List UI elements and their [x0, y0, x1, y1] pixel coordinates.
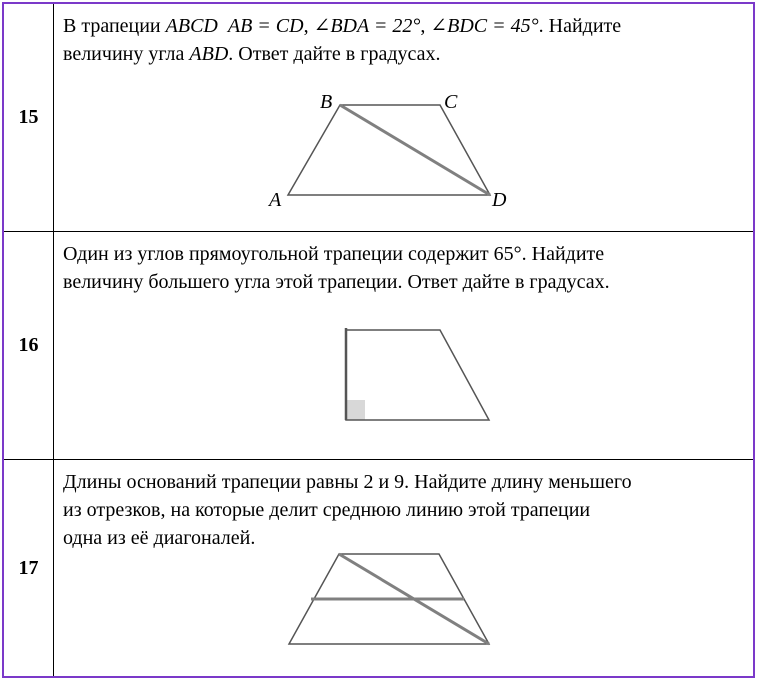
math-angle-bdc: ∠BDC = 45°	[430, 15, 539, 37]
vertex-label-d: D	[492, 189, 507, 211]
math-angle-bda: ∠BDA = 22°	[313, 15, 421, 37]
right-trapezoid	[346, 330, 489, 420]
problem-text	[63, 468, 748, 552]
vertex-label-b: B	[320, 91, 333, 113]
problem-number: 16	[4, 232, 54, 459]
problem-text-line: величину большего угла этой трапеции. Ответ дайте в градусах.	[63, 271, 610, 293]
problem-text-line: Длины оснований трапеции равны 2 и 9. Найдите длину меньшего	[63, 471, 632, 493]
problem-text-line	[63, 40, 748, 68]
problem-text-line: из отрезков, на которые делит среднюю линию этой трапеции	[63, 499, 591, 521]
problem-text	[63, 240, 748, 296]
problem-text-line: Один из углов прямоугольной трапеции содержит 65°. Найдите	[63, 243, 605, 265]
text-segment: величину угла	[63, 43, 190, 65]
problem-text	[63, 12, 748, 68]
math-abd: ABD	[189, 43, 229, 65]
vertex-label-a: A	[269, 189, 282, 211]
problem-number: 17	[4, 460, 54, 676]
trapezoid-figure-17	[284, 550, 494, 650]
text-segment: ,	[420, 15, 431, 37]
right-angle-mark	[346, 400, 365, 420]
math-ab-eq-cd: AB = CD	[227, 15, 304, 37]
text-segment: . Ответ дайте в градусах.	[228, 43, 441, 65]
text-segment: . Найдите	[538, 15, 622, 37]
trapezoid-figure-15	[264, 84, 507, 214]
text-segment: В трапеции	[63, 15, 166, 37]
problem-number: 15	[4, 4, 54, 231]
worksheet-frame	[2, 2, 755, 678]
vertex-label-c: C	[444, 91, 458, 113]
right-trapezoid-figure-16	[334, 322, 504, 432]
problem-row-17	[4, 460, 753, 676]
problem-text-line: одна из её диагоналей.	[63, 527, 256, 549]
diagonal-bd	[340, 105, 490, 195]
problem-content	[54, 232, 753, 459]
problem-text-line	[63, 12, 748, 40]
problem-row-15	[4, 4, 753, 232]
problem-content	[54, 460, 753, 676]
problem-content	[54, 4, 753, 231]
math-abcd: ABCD	[165, 15, 218, 37]
text-segment: ,	[303, 15, 314, 37]
problem-row-16	[4, 232, 753, 460]
trapezoid-abcd	[288, 105, 490, 195]
